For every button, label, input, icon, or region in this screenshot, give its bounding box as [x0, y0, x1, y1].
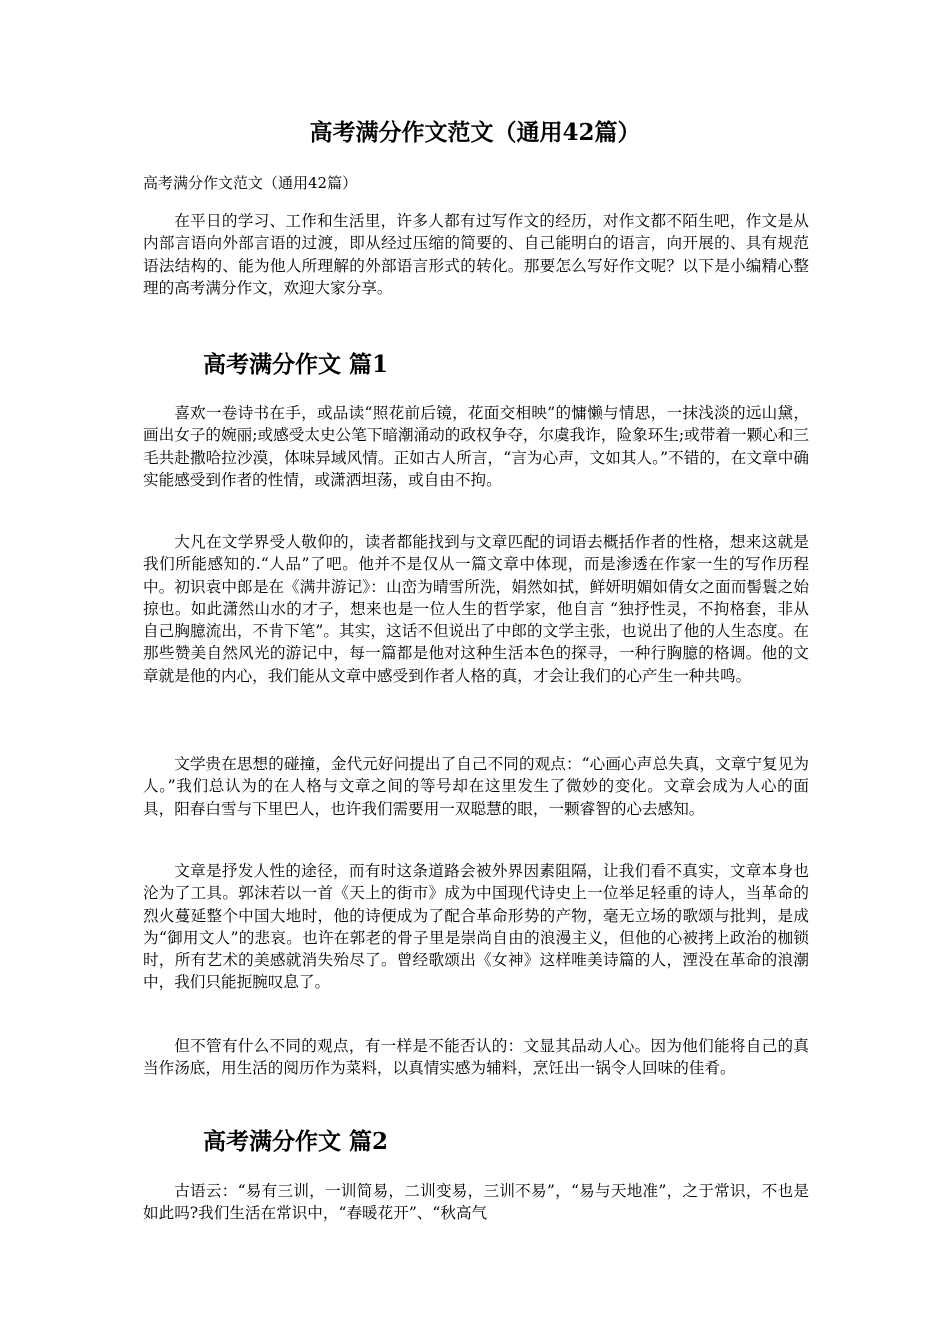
section-2-paragraph-1: 古语云：“易有三训，一训简易，二训变易，三训不易”，“易与天地准”，之于常识，不也是如此吗?我们生活在常识中，“春暖花开”、“秋高气 [143, 1182, 809, 1223]
intro-paragraph: 在平日的学习、工作和生活里，许多人都有过写作文的经历，对作文都不陌生吧，作文是从内部言语向外部言语的过渡，即从经过压缩的简要的、自己能明白的语言，向开展的、具有规范语法结构的、能为他人所理解的外部语言形式的转化。那要怎么写好作文呢？以下是小编精心整理的高考满分作文，欢迎大家分享。 [143, 212, 809, 297]
section-1-paragraph-1: 喜欢一卷诗书在手，或品读“照花前后镜，花面交相映”的慵懒与情思，一抹浅淡的远山黛，画出女子的婉丽;或感受太史公笔下暗潮涌动的政权争夺，尔虞我诈，险象环生;或带着一颗心和三毛共赴撒哈拉沙漠，体味异域风情。正如古人所言，“言为心声，文如其人。”不错的，在文章中确实能感受到作者的性情，或潇洒坦荡，或自由不拘。 [143, 404, 809, 489]
section-heading-1: 高考满分作文 篇1 [203, 351, 389, 378]
document-title: 高考满分作文范文（通用42篇） [309, 119, 641, 146]
document-subtitle: 高考满分作文范文（通用42篇） [143, 174, 358, 192]
section-1-paragraph-4: 文章是抒发人性的途径，而有时这条道路会被外界因素阻隔，让我们看不真实，文章本身也沦为了工具。郭沫若以一首《天上的街市》成为中国现代诗史上一位举足轻重的诗人，当革命的烈火蔓延整个中国大地时，他的诗便成为了配合革命形势的产物，毫无立场的歌颂与批判，是成为“御用文人”的悲哀。也许在郭老的骨子里是崇尚自由的浪漫主义，但他的心被拷上政治的枷锁时，所有艺术的美感就消失殆尽了。曾经歌颂出《女神》这样唯美诗篇的人，湮没在革命的浪潮中，我们只能扼腕叹息了。 [143, 862, 809, 992]
section-1-paragraph-3: 文学贵在思想的碰撞，金代元好问提出了自己不同的观点：“心画心声总失真，文章宁复见为人。”我们总认为的在人格与文章之间的等号却在这里发生了微妙的变化。文章会成为人心的面具，阳春白雪与下里巴人，也许我们需要用一双聪慧的眼，一颗睿智的心去感知。 [143, 755, 809, 818]
section-1-paragraph-5: 但不管有什么不同的观点，有一样是不能否认的：文显其品动人心。因为他们能将自己的真当作汤底，用生活的阅历作为菜料，以真情实感为辅料，烹饪出一锅令人回味的佳肴。 [143, 1037, 809, 1078]
section-1-paragraph-2: 大凡在文学界受人敬仰的，读者都能找到与文章匹配的词语去概括作者的性格，想来这就是我们所能感知的.“人品”了吧。他并不是仅从一篇文章中体现，而是渗透在作家一生的写作历程中。初识袁中郎是在《满井游记》：山峦为晴雪所洗，娟然如拭，鲜妍明媚如倩女之面而髻鬟之始掠也。如此潇然山水的才子，想来也是一位人生的哲学家，他自言 “独抒性灵，不拘格套，非从自己胸臆流出，不肯下笔”。其实，这话不但说出了中郎的文学主张，也说出了他的人生态度。在那些赞美自然风光的游记中，每一篇都是他对这种生活本色的探寻，一种行胸臆的格调。他的文章就是他的内心，我们能从文章中感受到作者人格的真，才会让我们的心产生一种共鸣。 [143, 533, 809, 685]
section-heading-2: 高考满分作文 篇2 [203, 1128, 389, 1155]
